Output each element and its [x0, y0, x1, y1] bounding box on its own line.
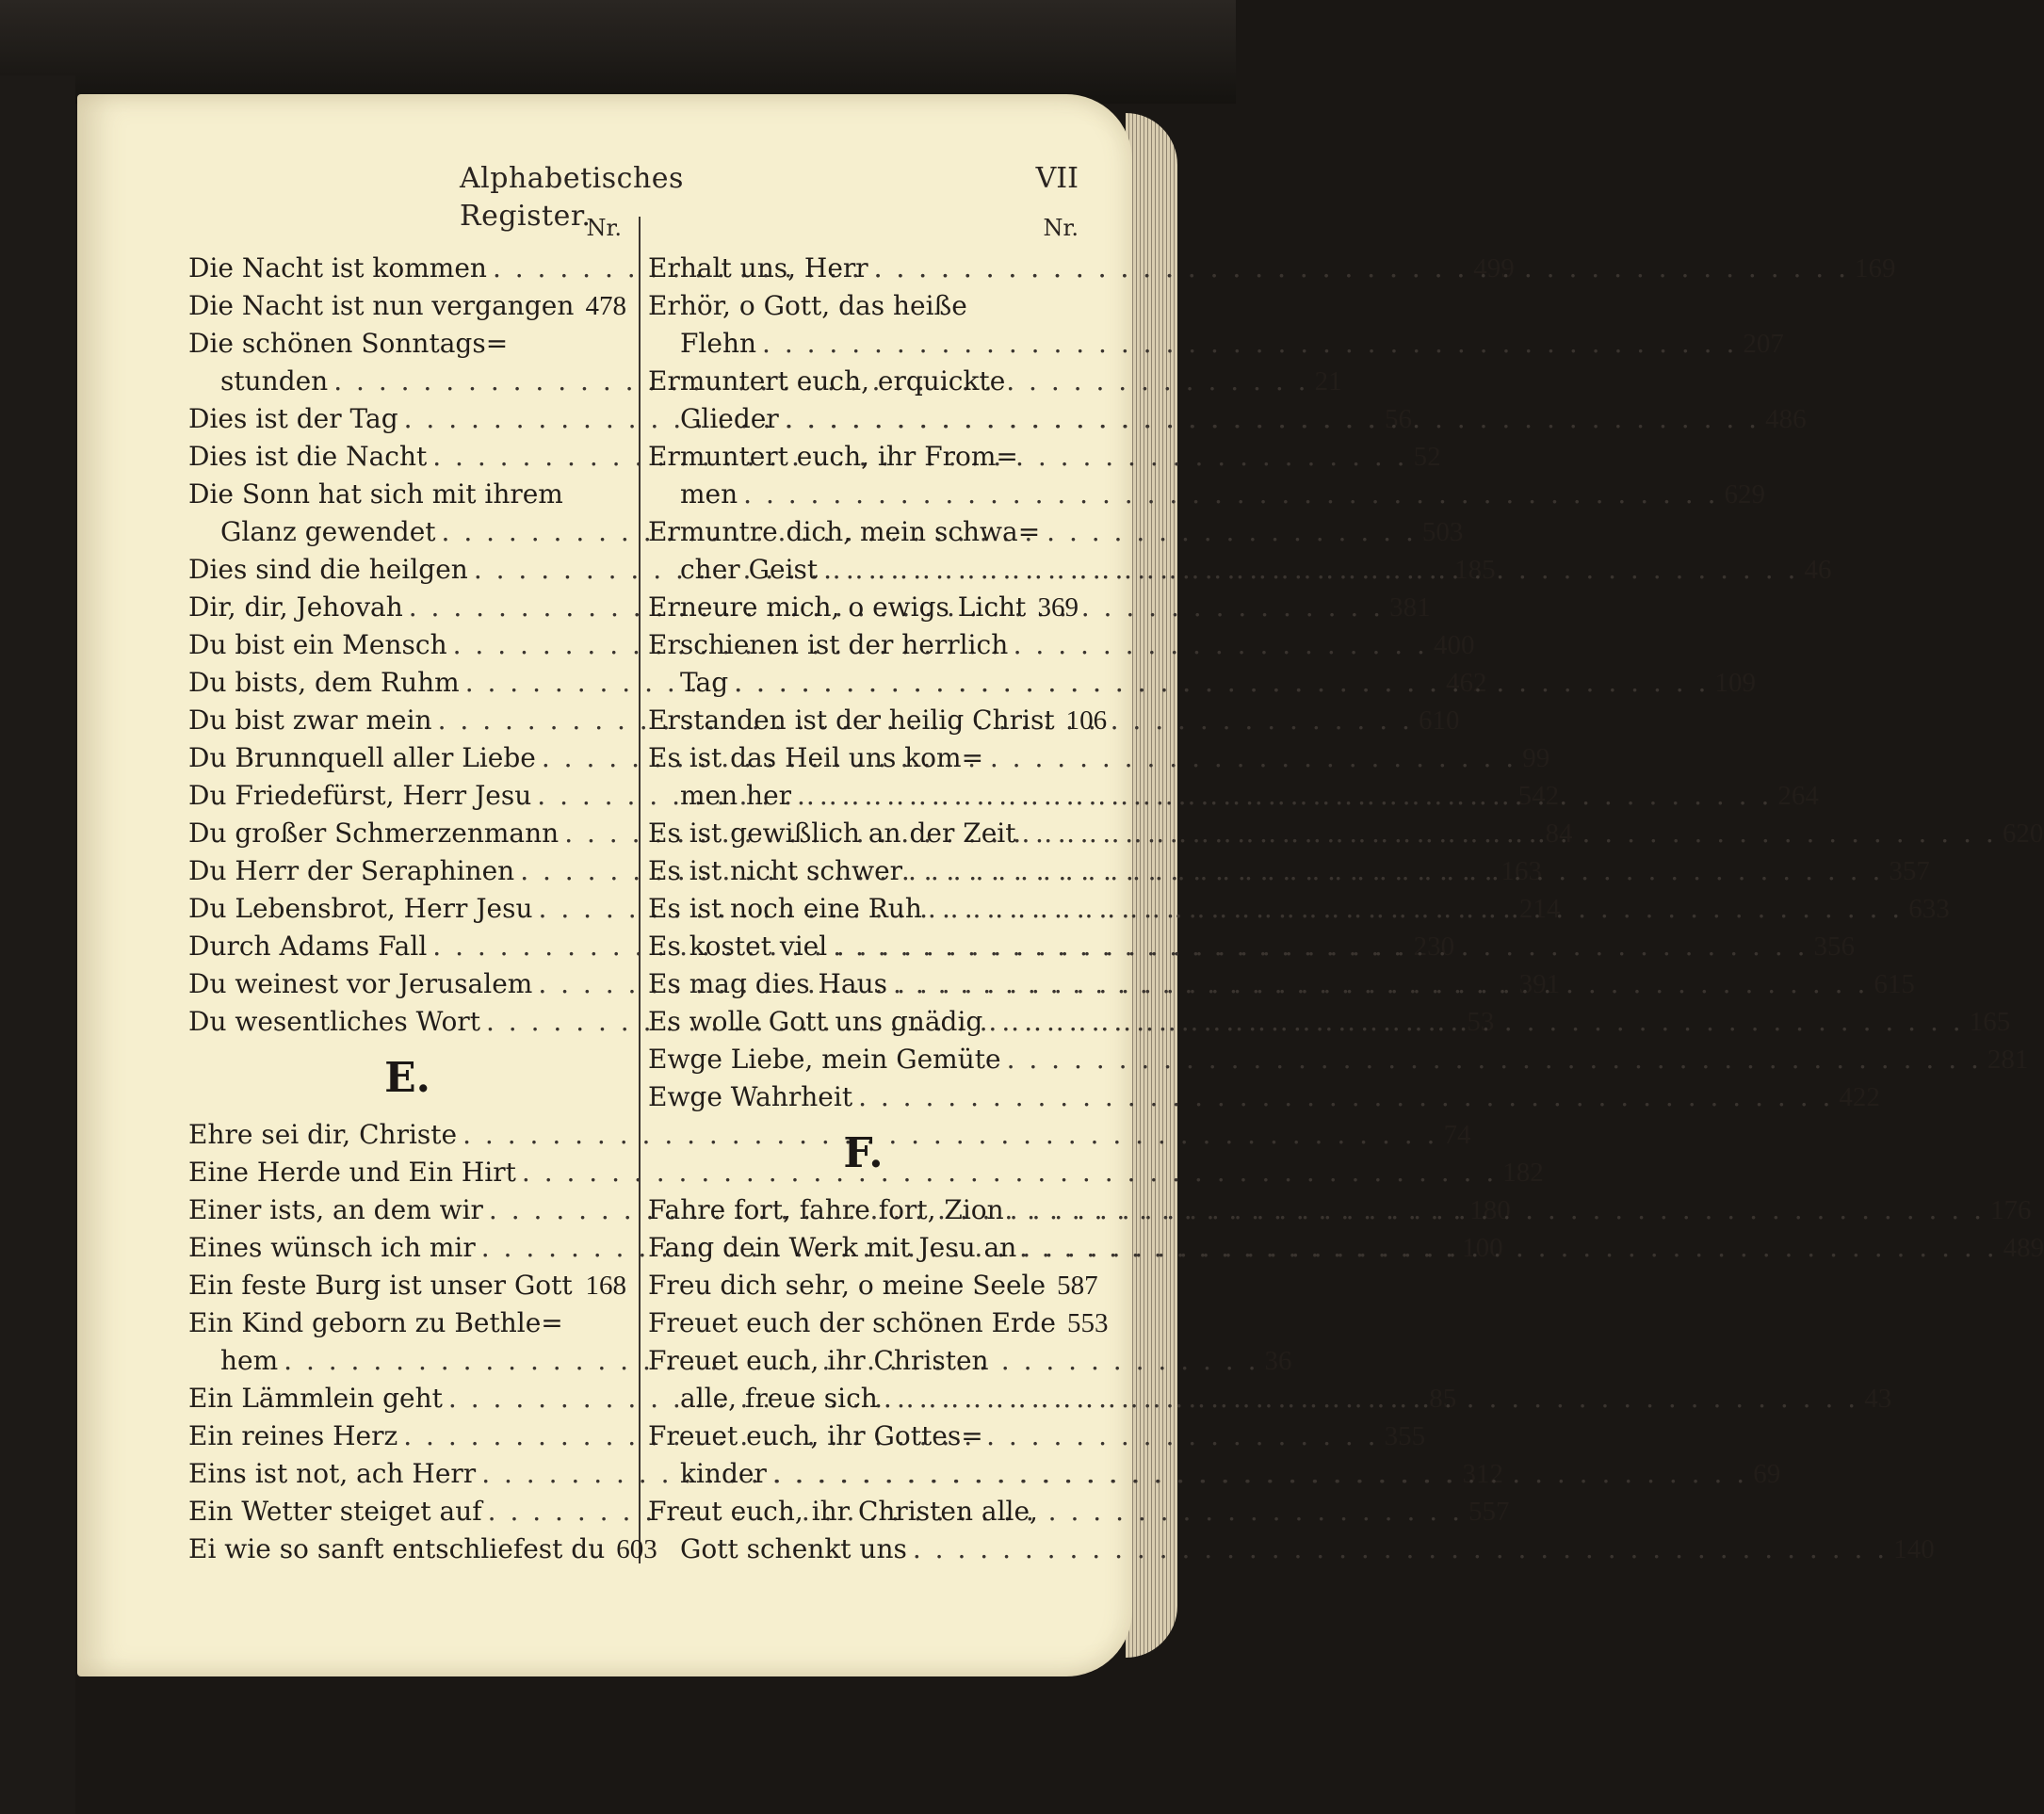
index-entry: [188, 1116, 1471, 1154]
entry-title: Die Nacht ist nun vergangen: [188, 290, 575, 321]
index-entry: [648, 363, 1079, 400]
hymn-number: 74: [1443, 1120, 1471, 1150]
hymn-number: 163: [1501, 856, 1543, 886]
index-entry-continuation: [648, 325, 1784, 363]
index-entry: [188, 325, 626, 363]
hymn-number: 169: [1855, 253, 1896, 283]
hymn-number: 486: [1765, 404, 1807, 434]
entry-title: Glanz gewendet: [220, 516, 436, 547]
hymn-number: 503: [1421, 517, 1464, 547]
hymn-number: 633: [1908, 894, 1950, 924]
hymn-number: 109: [1714, 668, 1756, 698]
page-title: Alphabetisches Register.: [460, 162, 684, 233]
index-entry: [648, 1342, 1079, 1380]
hymn-number: 610: [1418, 705, 1460, 736]
hymn-number: 587: [1057, 1271, 1098, 1301]
dot-leader: [785, 400, 1760, 438]
hymn-number: 180: [1469, 1195, 1511, 1225]
hymn-number: 357: [1889, 856, 1930, 886]
hymn-number: 85: [1429, 1384, 1457, 1414]
dot-leader: [893, 965, 1868, 1003]
entry-title: Freuet euch der schönen Erde: [648, 1307, 1056, 1338]
entry-title: cher Geist: [680, 554, 819, 585]
dot-leader: [1010, 1191, 1985, 1229]
entry-title: Ehre sei dir, Christe: [188, 1119, 458, 1150]
entry-title: Ewge Liebe, mein Gemüte: [648, 1044, 1001, 1075]
entry-title: Die Sonn hat sich mit ihrem: [188, 478, 563, 510]
entry-title: men: [680, 478, 738, 510]
dot-leader: [928, 890, 1903, 928]
hymn-number: 603: [616, 1534, 657, 1564]
hymn-number: 214: [1518, 894, 1561, 924]
hymn-number: 53: [1467, 1007, 1495, 1037]
hymn-number: 356: [1813, 931, 1856, 962]
column-label-left: Nr.: [586, 215, 622, 241]
hymn-number: 620: [2002, 818, 2044, 849]
dot-leader: [833, 928, 1808, 965]
hymn-number: 106: [1065, 705, 1108, 736]
index-entry: [648, 702, 1108, 739]
entry-title: Flehn: [680, 328, 757, 359]
index-entry: [648, 287, 1079, 325]
entry-title: Erhör, o Gott, das heiße: [648, 290, 967, 321]
hymn-number: 168: [585, 1271, 626, 1301]
hymn-number: 69: [1753, 1459, 1781, 1489]
entry-title: Ermuntert euch, erquickte: [648, 365, 1006, 397]
hymn-number: 312: [1462, 1459, 1504, 1489]
entry-title: Die Nacht ist kommen: [188, 252, 487, 283]
entry-title: Du Brunnquell aller Liebe: [188, 742, 536, 773]
entry-title: alle, freue sich: [680, 1383, 878, 1414]
hymn-number: 462: [1446, 668, 1487, 698]
index-entry: [188, 1531, 657, 1568]
index-entry: [648, 1304, 1109, 1342]
entry-title: Einer ists, an dem wir: [188, 1194, 483, 1225]
hymn-number: 489: [2003, 1233, 2044, 1263]
entry-title: Ein feste Burg ist unser Gott: [188, 1270, 573, 1301]
hymn-number: 56: [1384, 404, 1412, 434]
hymn-number: 21: [1314, 366, 1342, 397]
entry-title: Du Friedefürst, Herr Jesu: [188, 780, 532, 811]
index-entry: [648, 513, 1079, 551]
entry-title: Es ist das Heil uns kom=: [648, 742, 984, 773]
book-cover-left: [0, 75, 75, 1814]
index-entry: [648, 438, 1079, 476]
hymn-number: 553: [1066, 1308, 1109, 1338]
dot-leader: [988, 1003, 1963, 1041]
hymn-number: 207: [1743, 329, 1784, 359]
entry-title: Fang dein Werk mit Jesu an: [648, 1232, 1017, 1263]
dot-leader: [858, 1078, 1833, 1116]
index-entry: [188, 476, 626, 513]
index-entry: [188, 1304, 626, 1342]
entry-title: Ermuntert euch, ihr From=: [648, 441, 1018, 472]
entry-title: Eines wünsch ich mir: [188, 1232, 476, 1263]
entry-title: Ei wie so sanft entschliefest du: [188, 1533, 606, 1564]
entry-title: Du bists, dem Ruhm: [188, 667, 460, 698]
hymn-number: 264: [1777, 781, 1819, 811]
hymn-number: 176: [1990, 1195, 2032, 1225]
index-entry: [648, 1417, 1079, 1455]
entry-title: Eins ist not, ach Herr: [188, 1458, 477, 1489]
entry-title: Ewge Wahrheit: [648, 1081, 853, 1112]
hymn-number: 478: [585, 291, 626, 321]
hymn-number: 46: [1804, 555, 1832, 585]
index-entry: [188, 1154, 1544, 1191]
entry-title: Es kostet viel: [648, 931, 828, 962]
entry-title: Du Herr der Seraphinen: [188, 855, 515, 886]
index-entry: [648, 1493, 1079, 1531]
entry-title: Du bist ein Mensch: [188, 629, 447, 660]
entry-title: Durch Adams Fall: [188, 931, 428, 962]
index-entry: [188, 287, 626, 325]
entry-title: Gott schenkt uns: [680, 1533, 907, 1564]
index-entry: [648, 1078, 1880, 1116]
hymn-number: 165: [1969, 1007, 2011, 1037]
dot-leader: [1021, 815, 1996, 852]
entry-title: Ein Wetter steiget auf: [188, 1496, 482, 1527]
entry-title: Glieder: [680, 403, 779, 434]
entry-title: Es ist nicht schwer: [648, 855, 903, 886]
entry-title: Du weinest vor Jerusalem: [188, 968, 533, 999]
entry-title: Ermuntre dich, mein schwa=: [648, 516, 1041, 547]
dot-leader: [1022, 1229, 1997, 1267]
hymn-number: 84: [1545, 818, 1573, 849]
hymn-number: 557: [1468, 1497, 1510, 1527]
entry-title: Ein Lämmlein geht: [188, 1383, 443, 1414]
entry-title: Du großer Schmerzenmann: [188, 818, 560, 849]
dot-leader: [797, 777, 1772, 815]
hymn-number: 185: [1454, 555, 1496, 585]
hymn-number: 140: [1893, 1534, 1935, 1564]
entry-title: Die schönen Sonntags=: [188, 328, 509, 359]
hymn-number: 355: [1384, 1421, 1426, 1451]
index-entry: [648, 626, 1079, 664]
hymn-number: 36: [1264, 1346, 1292, 1376]
entry-title: stunden: [220, 365, 329, 397]
entry-title: Freuet euch, ihr Christen: [648, 1345, 989, 1376]
entry-title: Fahre fort, fahre fort, Zion: [648, 1194, 1004, 1225]
hymn-number: 100: [1462, 1233, 1503, 1263]
entry-title: Es wolle Gott uns gnädig: [648, 1006, 983, 1037]
dot-leader: [762, 325, 1737, 363]
entry-title: Es ist noch eine Ruh: [648, 893, 922, 924]
entry-title: Ein Kind geborn zu Bethle=: [188, 1307, 563, 1338]
column-label-right: Nr.: [1043, 215, 1079, 241]
hymn-number: 542: [1517, 781, 1560, 811]
page-number: VII: [1035, 162, 1079, 195]
entry-title: Es mag dies Haus: [648, 968, 888, 999]
dot-leader: [913, 1531, 1888, 1568]
hymn-number: 52: [1413, 442, 1441, 472]
hymn-number: 43: [1864, 1384, 1892, 1414]
hymn-number: 99: [1522, 743, 1550, 773]
index-entry-continuation: [648, 1531, 1935, 1568]
book-cover-top: [0, 0, 1236, 104]
entry-title: hem: [220, 1345, 279, 1376]
entry-title: Ein reines Herz: [188, 1420, 398, 1451]
entry-title: Freut euch, ihr Christen alle,: [648, 1496, 1038, 1527]
dot-leader: [884, 1380, 1858, 1417]
entry-title: kinder: [680, 1458, 767, 1489]
index-entry: [648, 1267, 1098, 1304]
dot-leader: [734, 664, 1709, 702]
entry-title: Es ist gewißlich an der Zeit: [648, 818, 1016, 849]
dot-leader: [743, 476, 1718, 513]
dot-leader: [1007, 1041, 1982, 1078]
entry-title: Erneure mich, o ewigs Licht: [648, 591, 1027, 623]
entry-title: Eine Herde und Ein Hirt: [188, 1157, 516, 1188]
hymn-number: 615: [1874, 969, 1915, 999]
entry-title: Freuet euch, ihr Gottes=: [648, 1420, 983, 1451]
hymn-number: 369: [1037, 592, 1079, 623]
dot-leader: [874, 250, 1849, 287]
section-letter: F.: [843, 1129, 884, 1177]
entry-title: Dies sind die heilgen: [188, 554, 468, 585]
index-entry: [648, 739, 1079, 777]
index-entry-continuation: [648, 476, 1765, 513]
entry-title: Erhalt uns, Herr: [648, 252, 868, 283]
entry-title: Erschienen ist der herrlich: [648, 629, 1009, 660]
hymn-number: 230: [1413, 931, 1455, 962]
hymn-number: 182: [1502, 1158, 1544, 1188]
entry-title: Erstanden ist der heilig Christ: [648, 705, 1055, 736]
dot-leader: [908, 852, 1883, 890]
hymn-number: 422: [1839, 1082, 1880, 1112]
entry-title: Du bist zwar mein: [188, 705, 432, 736]
entry-title: Freu dich sehr, o meine Seele: [648, 1270, 1046, 1301]
entry-title: Dies ist die Nacht: [188, 441, 428, 472]
hymn-number: 391: [1518, 969, 1561, 999]
dot-leader: [823, 551, 1798, 589]
hymn-number: 499: [1473, 253, 1515, 283]
hymn-number: 381: [1389, 592, 1431, 623]
index-entry: [648, 589, 1079, 626]
hymn-number: 629: [1724, 479, 1765, 510]
entry-title: men her: [680, 780, 792, 811]
entry-title: Dir, dir, Jehovah: [188, 591, 403, 623]
index-entry: [648, 1041, 2029, 1078]
hymn-number: 400: [1433, 630, 1475, 660]
entry-title: Du wesentliches Wort: [188, 1006, 480, 1037]
dot-leader: [772, 1455, 1747, 1493]
index-entry: [188, 1267, 626, 1304]
entry-title: Du Lebensbrot, Herr Jesu: [188, 893, 533, 924]
entry-title: Dies ist der Tag: [188, 403, 398, 434]
entry-title: Tag: [680, 667, 729, 698]
section-letter: E.: [384, 1054, 430, 1102]
hymn-number: 281: [1987, 1045, 2029, 1075]
